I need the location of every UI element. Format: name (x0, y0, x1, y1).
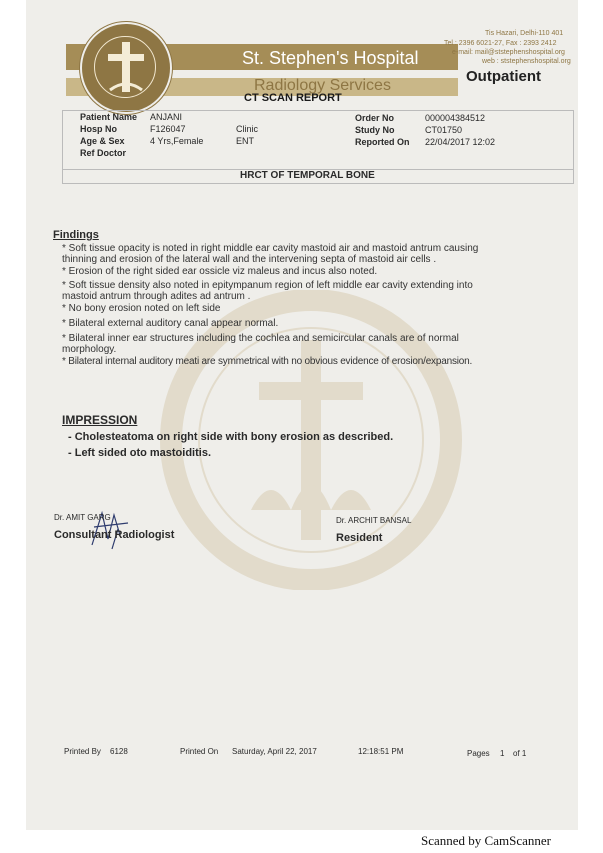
hospital-address: Tis Hazari, Delhi-110 401 (485, 30, 564, 37)
order-no: 000004384512 (425, 113, 486, 123)
right-signatory-title: Resident (336, 532, 383, 544)
age-sex: 4 Yrs,Female (150, 136, 204, 146)
finding-line: * Soft tissue density also noted in epitympanum region of left middle ear cavity extending into (62, 280, 473, 291)
right-signatory-name: Dr. ARCHIT BANSAL (336, 516, 412, 525)
printed-by-label: Printed By (64, 747, 101, 756)
department-label: Outpatient (466, 68, 541, 85)
finding-line: * Erosion of the right sided ear ossicle viz maleus and incus also noted. (62, 266, 378, 277)
scanner-watermark: Scanned by CamScanner (421, 833, 551, 848)
printed-on-value: Saturday, April 22, 2017 (232, 747, 317, 756)
hospital-phone: Tel : 2396 6021-27, Fax : 2393 2412 (444, 40, 557, 47)
finding-line: morphology. (62, 344, 117, 355)
left-signatory-name: Dr. AMIT GARG (54, 513, 111, 522)
pages-label: Pages (467, 749, 490, 758)
study-title: HRCT OF TEMPORAL BONE (240, 170, 375, 181)
service-name: Radiology Services (254, 77, 391, 94)
page-total: of 1 (513, 749, 527, 758)
finding-line: * Bilateral external auditory canal appear normal. (62, 318, 279, 329)
hosp-no-label: Hosp No (80, 124, 117, 134)
hospital-email: e-mail: mail@ststephenshospital.org (452, 49, 565, 56)
hospital-web: web : ststephenshospital.org (482, 58, 571, 65)
reported-on-label: Reported On (355, 137, 410, 147)
finding-line: * No bony erosion noted on left side (62, 303, 221, 314)
ref-doctor-label: Ref Doctor (80, 148, 127, 158)
study-no: CT01750 (425, 125, 463, 135)
patient-name: ANJANI (150, 112, 183, 122)
hospital-name: St. Stephen's Hospital (242, 48, 419, 68)
finding-line: thinning and erosion of the lateral wall and the intervening septa of mastoid air cells . (62, 254, 437, 265)
printed-time: 12:18:51 PM (358, 747, 404, 756)
findings-heading: Findings (53, 229, 99, 241)
finding-line: mastoid antrum through adites ad antrum . (62, 291, 251, 302)
order-no-label: Order No (355, 113, 395, 123)
impression-line: - Cholesteatoma on right side with bony erosion as described. (68, 431, 394, 443)
printed-by-value: 6128 (110, 747, 128, 756)
left-signatory-title: Consultant Radiologist (54, 529, 175, 541)
impression-heading: IMPRESSION (62, 413, 138, 427)
finding-line: * Bilateral inner ear structures including the cochlea and semicircular canals are of normal (62, 333, 459, 344)
printed-on-label: Printed On (180, 747, 219, 756)
patient-name-label: Patient Name (80, 112, 138, 122)
reported-on: 22/04/2017 12:02 (425, 137, 496, 147)
study-no-label: Study No (355, 125, 395, 135)
impression-line: - Left sided oto mastoiditis. (68, 447, 212, 459)
age-sex-label: Age & Sex (80, 136, 125, 146)
clinic-label: Clinic (236, 124, 259, 134)
finding-line: * Bilateral internal auditory meati are symmetrical with no obvious evidence of erosion/expansion. (62, 356, 473, 367)
clinic-value: ENT (236, 136, 254, 146)
logo-ring (94, 36, 156, 98)
patient-info-box (62, 110, 574, 170)
finding-line: * Soft tissue opacity is noted in right middle ear cavity mastoid air and mastoid antrum causing (62, 243, 479, 254)
hosp-no: F126047 (150, 124, 186, 134)
page-number: 1 (500, 749, 505, 758)
report-type: CT SCAN REPORT (244, 92, 342, 104)
